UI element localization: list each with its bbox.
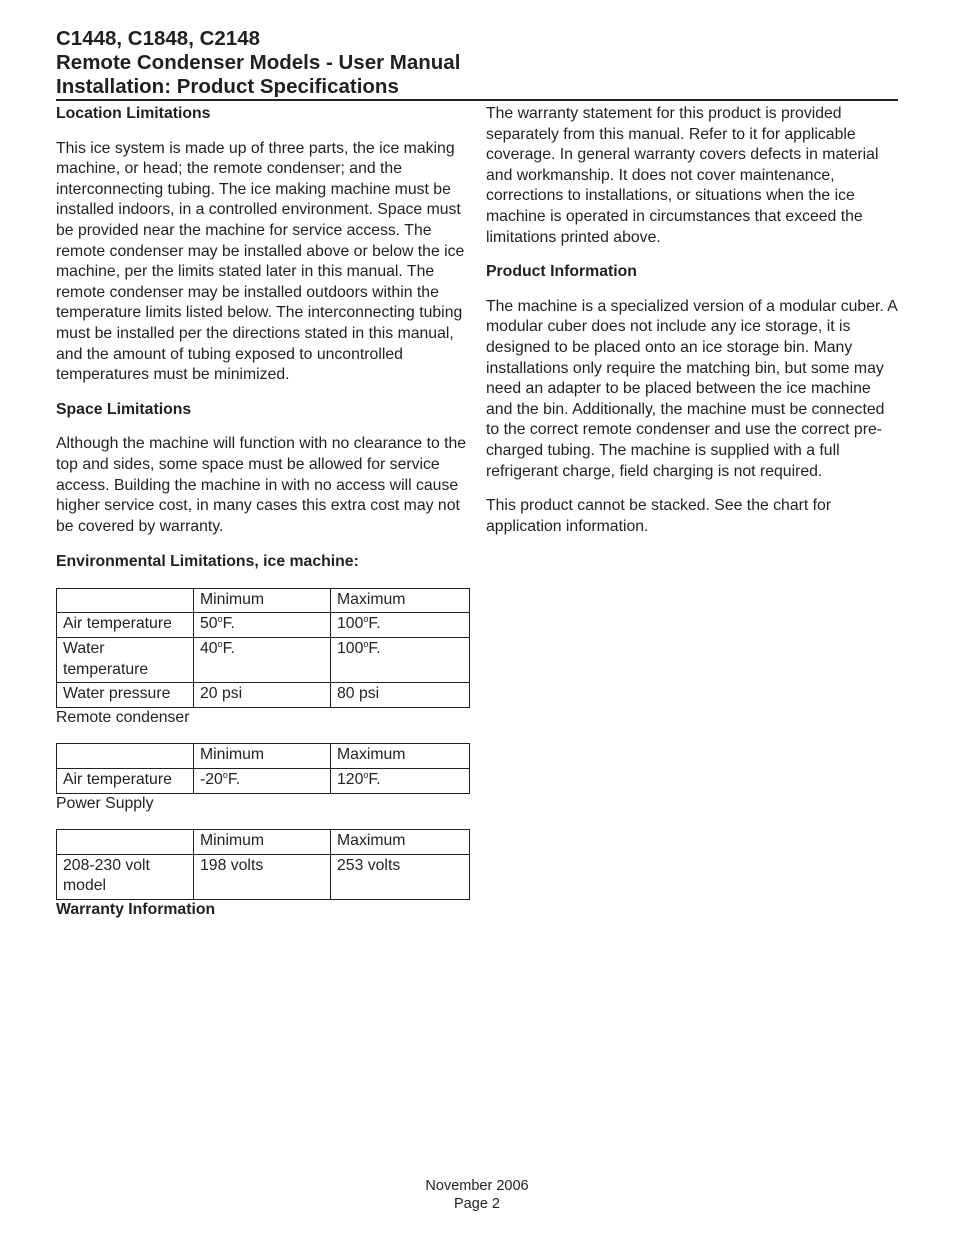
row-label: 208-230 volt model [57,854,194,899]
ice-machine-limits-table [56,588,470,708]
remote-condenser-table [56,743,470,793]
table-row [57,613,470,638]
environmental-heading: Environmental Limitations, ice machine: [56,553,359,571]
max-value: 120$^o$F. [331,769,470,794]
table-header-cell [57,744,194,769]
table-header-cell [57,830,194,855]
stacking-note: This product cannot be stacked. See the chart for application information. [486,497,832,535]
table-header-row [57,830,470,855]
power-supply-label: Power Supply [56,794,154,812]
location-body: This ice system is made up of three parts, the ice making machine, or head; the remote condenser; and the interconnecting tubing. The ice making machine must be installed indoors, in a controlled environment. Space must be provided near the machine for service access. The remote condenser may be installed above or below the ice machine, per the limits stated later in this manual. The remote condenser may be installed outdoors within the temperature limits listed below. The interconnecting tubing must be installed per the directions stated in this manual, and the amount of tubing exposed to uncontrolled temperatures must be minimized. [56,139,465,384]
warranty-heading: Warranty Information [56,901,216,918]
min-value: 50$^o$F. [194,613,331,638]
table-header-cell: Minimum [194,744,331,769]
left-column [56,104,470,921]
remote-condenser-label: Remote condenser [56,708,190,726]
table-row [57,638,470,683]
table-header-cell: Maximum [331,830,470,855]
row-label: Water temperature [57,638,194,683]
min-value: 20 psi [194,683,331,708]
page-footer [0,1177,954,1213]
row-label: Air temperature [57,613,194,638]
model-title: C1448, C1848, C2148 [56,27,261,50]
max-value: 253 volts [331,854,470,899]
power-supply-table [56,829,470,900]
table-header-cell: Maximum [331,744,470,769]
section-title: Installation: Product Specifications [56,75,399,98]
table-header-cell: Maximum [331,588,470,613]
max-value: 100$^o$F. [331,638,470,683]
space-heading: Space Limitations [56,400,192,418]
table-header-row [57,588,470,613]
location-heading: Location Limitations [56,105,211,122]
header-rule [56,99,898,101]
product-info-body: The machine is a specialized version of a modular cuber. A modular cuber does not include any ice storage, it is designed to be placed onto an ice storage bin. Many installations only require the matching bin, but some may need an adapter to be placed between the ice machine and the bin. Additionally, the machine must be connected to the correct remote condenser and use the correct pre-charged tubing. The machine is supplied with a full refrigerant charge, field charging is not required. [486,297,897,480]
footer-date: November 2006 [425,1178,529,1194]
page-number: Page 2 [454,1196,500,1212]
warranty-body: The warranty statement for this product is provided separately from this manual. Refer to it for applicable coverage. In general warranty covers defects in material and workmanship. It does not cover maintenance, corrections to installations, or situations when the ice machine is operated in circumstances that exceed the limitations printed above. [486,105,879,246]
table-header-cell [57,588,194,613]
max-value: 80 psi [331,683,470,708]
page-header [56,27,898,99]
table-row [57,769,470,794]
row-label: Air temperature [57,769,194,794]
table-row [57,683,470,708]
space-body: Although the machine will function with no clearance to the top and sides, some space must be allowed for service access. Building the machine in with no access will cause higher service cost, in many cases this extra cost may not be covered by warranty. [56,435,467,535]
max-value: 100$^o$F. [331,613,470,638]
product-info-heading: Product Information [486,263,637,281]
min-value: 40$^o$F. [194,638,331,683]
table-header-cell: Minimum [194,830,331,855]
min-value: -20$^o$F. [194,769,331,794]
manual-title: Remote Condenser Models - User Manual [56,51,461,74]
min-value: 198 volts [194,854,331,899]
table-header-row [57,744,470,769]
row-label: Water pressure [57,683,194,708]
table-row [57,854,470,899]
right-column [486,104,898,537]
table-header-cell: Minimum [194,588,331,613]
